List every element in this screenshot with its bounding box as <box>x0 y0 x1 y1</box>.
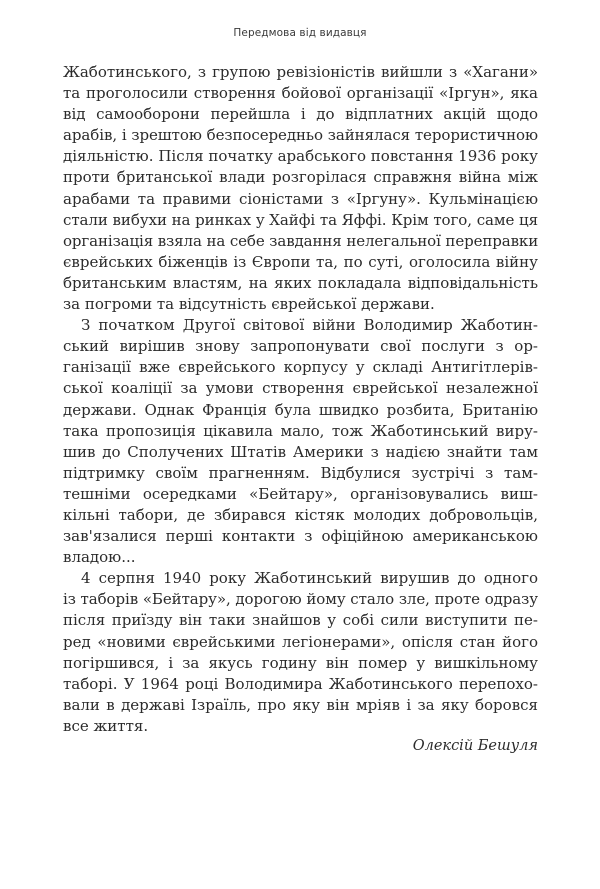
paragraph-1 <box>63 62 538 315</box>
text-line: підтримку своїм прагненням. Відбулися зустрічі з там- <box>63 463 538 482</box>
text-line: владою... <box>63 548 136 567</box>
text-line: все життя. <box>63 716 149 735</box>
text-line: арабами та правими сіоністами з «Іргуну». Кульмінацією <box>63 189 538 208</box>
text-line: шив до Сполучених Штатів Америки з надією знайти там <box>63 442 538 461</box>
text-line: від самооборони перейшла і до відплатних акцій щодо <box>63 105 538 124</box>
text-line: британським властям, на яких покладала відповідальність <box>63 273 538 292</box>
text-line: ської коаліції за умови створення єврейської незалежної <box>63 379 538 398</box>
text-line: арабів, і зрештою безпосередньо зайнялася терористичною <box>63 126 538 145</box>
text-line: 4 серпня 1940 року Жаботинський вирушив до одного <box>81 569 538 588</box>
text-line: із таборів «Бейтару», дорогою йому стало зле, проте одразу <box>63 590 538 609</box>
text-line: З початком Другої світової війни Володимир Жаботин- <box>81 316 538 335</box>
text-line: кільні табори, де збирався кістяк молодих добровольців, <box>63 505 538 524</box>
text-line: стали вибухи на ринках у Хайфі та Яффі. Крім того, саме ця <box>63 210 538 229</box>
author-signature: Олексій Бешуля <box>412 738 538 754</box>
text-line: за погроми та відсутність єврейської держави. <box>63 295 435 314</box>
text-line: погіршився, і за якусь годину він помер у вишкільному <box>63 653 538 672</box>
text-line: ред «новими єврейськими легіонерами», опісля стан його <box>63 632 538 651</box>
text-line: вали в державі Ізраїль, про яку він мріяв і за яку боровся <box>63 695 538 714</box>
text-line: єврейських біженців із Європи та, по суті, оголосила війну <box>63 252 538 271</box>
text-line: зав'язалися перші контакти з офіційною американською <box>63 527 538 546</box>
paragraph-2 <box>63 315 538 568</box>
paragraph-3 <box>63 568 538 737</box>
text-line: ський вирішив знову запропонувати свої послуги з ор- <box>63 337 538 356</box>
running-header: Передмова від видавця <box>233 27 367 39</box>
body-text <box>63 62 538 737</box>
text-line: таборі. У 1964 році Володимира Жаботинського перепохо- <box>63 674 538 693</box>
text-line: ганізації вже єврейського корпусу у складі Антигітлерів- <box>63 358 538 377</box>
text-line: тешніми осередками «Бейтару», організовувались виш- <box>63 484 538 503</box>
text-line: така пропозиція цікавила мало, тож Жаботинський виру- <box>63 421 538 440</box>
text-line: та проголосили створення бойової організації «Іргун», яка <box>63 84 538 103</box>
text-line: організація взяла на себе завдання нелегальної переправки <box>63 231 539 250</box>
text-line: після приїзду він таки знайшов у собі сили виступити пе- <box>63 611 538 630</box>
text-line: проти британської влади розгорілася справжня війна між <box>63 168 538 187</box>
text-line: Жаботинського, з групою ревізіоністів вийшли з «Хагани» <box>63 63 538 81</box>
text-line: держави. Однак Франція була швидко розбита, Британію <box>63 400 538 419</box>
text-line: діяльністю. Після початку арабського повстання 1936 року <box>63 147 538 166</box>
